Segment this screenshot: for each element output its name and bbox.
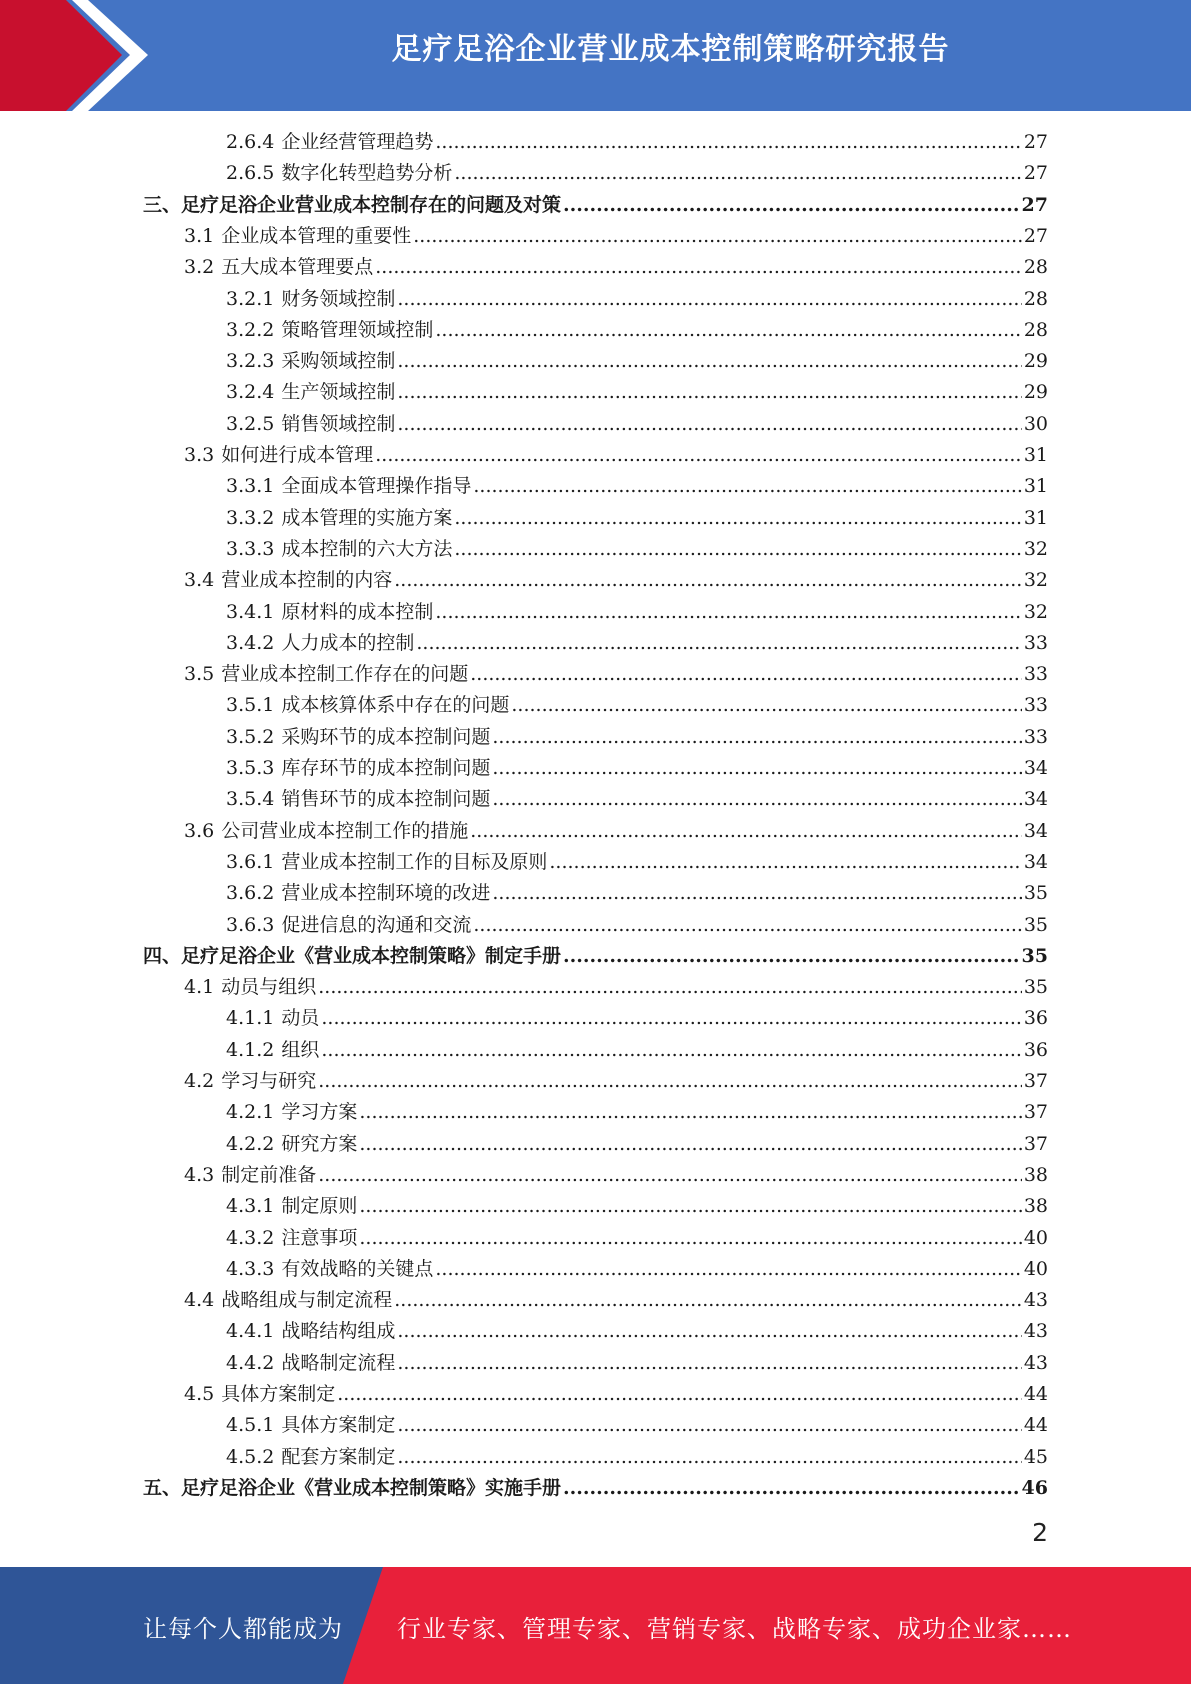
toc-leader-dots (397, 1316, 1021, 1347)
toc-entry[interactable] (184, 1379, 1048, 1410)
toc-entry-page: 35 (1021, 944, 1048, 967)
toc-entry-title: 研究方案 (281, 1132, 358, 1155)
toc-leader-dots (359, 1191, 1021, 1222)
toc-entry-page: 27 (1021, 193, 1048, 216)
toc-entry[interactable] (226, 503, 1048, 534)
toc-entry[interactable] (226, 722, 1048, 753)
toc-entry-page: 28 (1023, 256, 1048, 279)
toc-entry-page: 43 (1023, 1289, 1048, 1312)
toc-entry-number: 3.5 (184, 663, 215, 686)
toc-leader-dots (318, 972, 1022, 1003)
toc-leader-dots (511, 690, 1021, 721)
toc-entry-number: 3.2.3 (226, 350, 275, 373)
toc-entry[interactable] (226, 878, 1048, 909)
toc-entry[interactable] (226, 534, 1048, 565)
toc-entry-page: 32 (1023, 569, 1048, 592)
toc-entry-title: 成本控制的六大方法 (281, 537, 453, 560)
toc-entry-number: 3.1 (184, 224, 215, 247)
toc-entry-page: 40 (1023, 1257, 1048, 1280)
toc-entry-title: 营业成本控制工作存在的问题 (221, 663, 469, 686)
toc-leader-dots (397, 1442, 1021, 1473)
toc-entry[interactable] (184, 440, 1048, 471)
toc-leader-dots (318, 1066, 1022, 1097)
toc-entry-page: 33 (1023, 725, 1048, 748)
toc-entry[interactable] (226, 346, 1048, 377)
toc-entry-title: 如何进行成本管理 (221, 444, 374, 466)
footer-slogan-left: 让每个人都能成为 (143, 1615, 343, 1643)
toc-leader-dots (375, 252, 1022, 283)
toc-leader-dots (318, 1160, 1022, 1191)
toc-entry[interactable] (143, 1473, 1048, 1504)
toc-leader-dots (321, 1035, 1021, 1066)
toc-entry-page: 32 (1023, 600, 1048, 623)
toc-leader-dots (549, 847, 1021, 878)
toc-entry-page: 35 (1023, 913, 1048, 936)
toc-entry-title: 营业成本控制工作的目标及原则 (281, 850, 548, 873)
toc-entry[interactable] (184, 1160, 1048, 1191)
toc-leader-dots (492, 878, 1021, 909)
toc-entry-page: 43 (1023, 1320, 1048, 1343)
toc-entry-page: 28 (1023, 287, 1048, 310)
toc-entry-page: 35 (1023, 976, 1048, 999)
toc-entry[interactable] (184, 1066, 1048, 1097)
toc-entry-number: 3.2.1 (226, 287, 275, 310)
toc-entry-title: 配套方案制定 (281, 1445, 396, 1468)
toc-entry-page: 31 (1023, 506, 1048, 529)
toc-entry[interactable] (226, 628, 1048, 659)
toc-leader-dots (563, 1473, 1020, 1504)
toc-entry[interactable] (226, 284, 1048, 315)
toc-entry-number: 4.4 (184, 1289, 215, 1312)
toc-entry-title: 全面成本管理操作指导 (281, 475, 472, 498)
toc-entry[interactable] (226, 1035, 1048, 1066)
toc-entry-title: 公司营业成本控制工作的措施 (221, 819, 469, 842)
toc-entry-number: 3.5.3 (226, 757, 275, 779)
toc-entry-number: 3.4.2 (226, 631, 275, 654)
toc-entry[interactable] (143, 941, 1048, 972)
toc-entry-title: 成本核算体系中存在的问题 (281, 694, 510, 717)
toc-entry-title: 注意事项 (281, 1226, 358, 1249)
toc-entry-number: 3.3.2 (226, 506, 275, 529)
toc-entry-page: 33 (1023, 694, 1048, 717)
toc-entry-page: 33 (1023, 663, 1048, 686)
toc-entry[interactable] (226, 1129, 1048, 1160)
toc-entry[interactable] (226, 1254, 1048, 1285)
toc-entry-title: 销售领域控制 (281, 412, 396, 435)
toc-entry-number: 3.5.2 (226, 725, 275, 748)
toc-entry-number: 4.3.3 (226, 1257, 275, 1280)
toc-entry[interactable] (226, 315, 1048, 346)
toc-entry[interactable] (143, 190, 1048, 221)
toc-leader-dots (473, 471, 1021, 502)
toc-entry-title: 成本管理的实施方案 (281, 506, 453, 529)
toc-leader-dots (470, 659, 1022, 690)
toc-entry-number: 3.5.4 (226, 788, 275, 811)
toc-entry-number: 3.5.1 (226, 694, 275, 717)
toc-entry-page: 29 (1023, 381, 1048, 404)
toc-entry-page: 44 (1023, 1414, 1048, 1437)
toc-leader-dots (321, 1003, 1021, 1034)
toc-entry-number: 3.3.3 (226, 537, 275, 560)
toc-leader-dots (454, 158, 1021, 189)
toc-entry-page: 44 (1023, 1383, 1048, 1405)
toc-entry-title: 企业经营管理趋势 (281, 131, 434, 153)
toc-leader-dots (397, 1410, 1021, 1441)
toc-entry-title: 生产领域控制 (281, 381, 396, 404)
toc-entry[interactable] (226, 158, 1048, 189)
toc-entry-page: 34 (1023, 788, 1048, 811)
toc-entry-number: 3.3 (184, 444, 215, 466)
toc-leader-dots (454, 503, 1021, 534)
toc-leader-dots (394, 565, 1022, 596)
toc-entry[interactable] (226, 471, 1048, 502)
footer-slogan-right: 行业专家、管理专家、营销专家、战略专家、成功企业家…… (397, 1615, 1072, 1643)
toc-entry-number: 4.2.2 (226, 1132, 275, 1155)
toc-entry-title: 动员与组织 (221, 976, 317, 999)
toc-entry-number: 4.3 (184, 1163, 215, 1186)
toc-entry[interactable] (226, 1191, 1048, 1222)
toc-entry-title: 有效战略的关键点 (281, 1257, 434, 1280)
toc-entry-number: 4.2.1 (226, 1101, 275, 1124)
toc-entry-number: 4.4.1 (226, 1320, 275, 1343)
toc-entry-number: 3.6.2 (226, 882, 275, 905)
toc-entry-title: 财务领域控制 (281, 287, 396, 310)
toc-entry-page: 34 (1023, 819, 1048, 842)
toc-entry[interactable] (226, 597, 1048, 628)
toc-entry[interactable] (226, 690, 1048, 721)
toc-entry-page: 27 (1023, 162, 1048, 185)
toc-entry-title: 采购环节的成本控制问题 (281, 725, 491, 748)
toc-entry-number: 4.3.2 (226, 1226, 275, 1249)
toc-entry-title: 动员 (281, 1007, 320, 1030)
toc-entry[interactable] (184, 816, 1048, 847)
page-number: 2 (1032, 1518, 1048, 1547)
toc-entry[interactable] (226, 409, 1048, 440)
toc-entry-page: 46 (1021, 1476, 1048, 1499)
toc-leader-dots (337, 1379, 1022, 1410)
toc-entry-page: 28 (1023, 318, 1048, 341)
toc-leader-dots (435, 315, 1021, 346)
page-footer (0, 1567, 1191, 1684)
toc-entry-title: 原材料的成本控制 (281, 600, 434, 623)
toc-entry-number: 2.6.5 (226, 162, 275, 185)
toc-entry-page: 37 (1023, 1070, 1048, 1092)
toc-entry-number: 4.5.2 (226, 1445, 275, 1468)
toc-entry-page: 32 (1023, 537, 1048, 560)
toc-entry-number: 3.4 (184, 569, 215, 592)
toc-entry-number: 3.4.1 (226, 600, 275, 623)
toc-entry-number: 4.5 (184, 1383, 215, 1405)
toc-leader-dots (492, 784, 1021, 815)
toc-entry-page: 45 (1023, 1445, 1048, 1468)
toc-leader-dots (435, 127, 1021, 158)
toc-entry-title: 采购领域控制 (281, 350, 396, 373)
toc-entry-page: 38 (1023, 1195, 1048, 1218)
toc-leader-dots (397, 409, 1021, 440)
toc-entry[interactable] (226, 753, 1048, 784)
toc-entry[interactable] (226, 910, 1048, 941)
toc-entry-page: 30 (1023, 412, 1048, 435)
toc-leader-dots (359, 1129, 1021, 1160)
toc-leader-dots (435, 597, 1021, 628)
toc-leader-dots (563, 941, 1020, 972)
toc-entry-title: 四、足疗足浴企业《营业成本控制策略》制定手册 (143, 944, 562, 967)
toc-leader-dots (397, 377, 1021, 408)
toc-entry-number: 4.5.1 (226, 1414, 275, 1437)
toc-entry[interactable] (184, 252, 1048, 283)
toc-leader-dots (563, 190, 1020, 221)
toc-entry-title: 组织 (281, 1038, 320, 1061)
toc-entry[interactable] (226, 1442, 1048, 1473)
toc-entry-title: 战略结构组成 (281, 1320, 396, 1343)
toc-entry-page: 34 (1023, 850, 1048, 873)
toc-entry[interactable] (226, 1003, 1048, 1034)
toc-leader-dots (454, 534, 1021, 565)
report-title: 足疗足浴企业营业成本控制策略研究报告 (391, 32, 950, 67)
toc-entry-title: 三、足疗足浴企业营业成本控制存在的问题及对策 (143, 193, 562, 216)
toc-leader-dots (394, 1285, 1022, 1316)
toc-entry-number: 3.6.3 (226, 913, 275, 936)
toc-entry-number: 3.2.4 (226, 381, 275, 404)
toc-entry[interactable] (184, 1285, 1048, 1316)
toc-entry-number: 4.2 (184, 1070, 215, 1092)
toc-entry-title: 具体方案制定 (221, 1383, 336, 1405)
toc-entry[interactable] (226, 847, 1048, 878)
toc-entry-number: 3.2 (184, 256, 215, 279)
toc-leader-dots (416, 628, 1021, 659)
toc-entry-title: 学习方案 (281, 1101, 358, 1124)
toc-entry-title: 销售环节的成本控制问题 (281, 788, 491, 811)
toc-entry[interactable] (184, 221, 1048, 252)
toc-entry-page: 37 (1023, 1132, 1048, 1155)
toc-entry-title: 学习与研究 (221, 1070, 317, 1092)
toc-entry-number: 3.6.1 (226, 850, 275, 873)
toc-entry-title: 制定原则 (281, 1195, 358, 1218)
toc-entry-page: 40 (1023, 1226, 1048, 1249)
toc-entry-title: 策略管理领域控制 (281, 318, 434, 341)
toc-entry-number: 3.2.2 (226, 318, 275, 341)
toc-leader-dots (397, 346, 1021, 377)
toc-entry-page: 31 (1023, 444, 1048, 466)
toc-entry-number: 4.1.1 (226, 1007, 275, 1030)
toc-entry[interactable] (226, 1316, 1048, 1347)
toc-entry-page: 38 (1023, 1163, 1048, 1186)
toc-entry-title: 企业成本管理的重要性 (221, 224, 412, 247)
chevron-arrow-icon (0, 0, 160, 111)
toc-entry-number: 2.6.4 (226, 131, 275, 153)
toc-entry[interactable] (226, 127, 1048, 158)
toc-leader-dots (375, 440, 1022, 471)
toc-entry-page: 43 (1023, 1351, 1048, 1374)
toc-entry-page: 36 (1023, 1038, 1048, 1061)
toc-entry-title: 营业成本控制的内容 (221, 569, 393, 592)
toc-entry-page: 33 (1023, 631, 1048, 654)
toc-leader-dots (435, 1254, 1021, 1285)
toc-entry-page: 31 (1023, 475, 1048, 498)
toc-entry[interactable] (184, 565, 1048, 596)
toc-entry-number: 3.3.1 (226, 475, 275, 498)
toc-entry-number: 3.6 (184, 819, 215, 842)
toc-leader-dots (470, 816, 1022, 847)
toc-leader-dots (397, 284, 1021, 315)
toc-entry-number: 4.4.2 (226, 1351, 275, 1374)
toc-entry-page: 27 (1023, 224, 1048, 247)
toc-entry[interactable] (226, 1348, 1048, 1379)
toc-entry-number: 4.3.1 (226, 1195, 275, 1218)
toc-entry-page: 29 (1023, 350, 1048, 373)
toc-entry-page: 34 (1023, 757, 1048, 779)
toc-entry-number: 4.1.2 (226, 1038, 275, 1061)
toc-entry[interactable] (226, 1410, 1048, 1441)
page-header (0, 0, 1191, 111)
toc-entry-title: 促进信息的沟通和交流 (281, 913, 472, 936)
toc-entry-page: 35 (1023, 882, 1048, 905)
toc-leader-dots (492, 753, 1021, 784)
toc-entry-title: 制定前准备 (221, 1163, 317, 1186)
toc-entry-title: 五、足疗足浴企业《营业成本控制策略》实施手册 (143, 1476, 562, 1499)
toc-entry-title: 库存环节的成本控制问题 (281, 757, 491, 779)
toc-entry-title: 战略组成与制定流程 (221, 1289, 393, 1312)
toc-entry-title: 五大成本管理要点 (221, 256, 374, 279)
toc-entry-number: 3.2.5 (226, 412, 275, 435)
toc-entry[interactable] (184, 972, 1048, 1003)
toc-leader-dots (359, 1097, 1021, 1128)
toc-leader-dots (492, 722, 1021, 753)
toc-leader-dots (359, 1223, 1021, 1254)
toc-entry[interactable] (226, 1097, 1048, 1128)
toc-entry-number: 4.1 (184, 976, 215, 999)
toc-entry[interactable] (184, 659, 1048, 690)
toc-entry-title: 人力成本的控制 (281, 631, 415, 654)
toc-entry[interactable] (226, 784, 1048, 815)
toc-leader-dots (473, 910, 1021, 941)
toc-entry-page: 37 (1023, 1101, 1048, 1124)
toc-leader-dots (397, 1348, 1021, 1379)
toc-entry-title: 战略制定流程 (281, 1351, 396, 1374)
toc-entry-page: 36 (1023, 1007, 1048, 1030)
toc-entry-page: 27 (1023, 131, 1048, 153)
toc-entry[interactable] (226, 1223, 1048, 1254)
toc-leader-dots (413, 221, 1022, 252)
toc-entry-title: 营业成本控制环境的改进 (281, 882, 491, 905)
toc-entry[interactable] (226, 377, 1048, 408)
toc-entry-title: 具体方案制定 (281, 1414, 396, 1437)
toc-entry-title: 数字化转型趋势分析 (281, 162, 453, 185)
